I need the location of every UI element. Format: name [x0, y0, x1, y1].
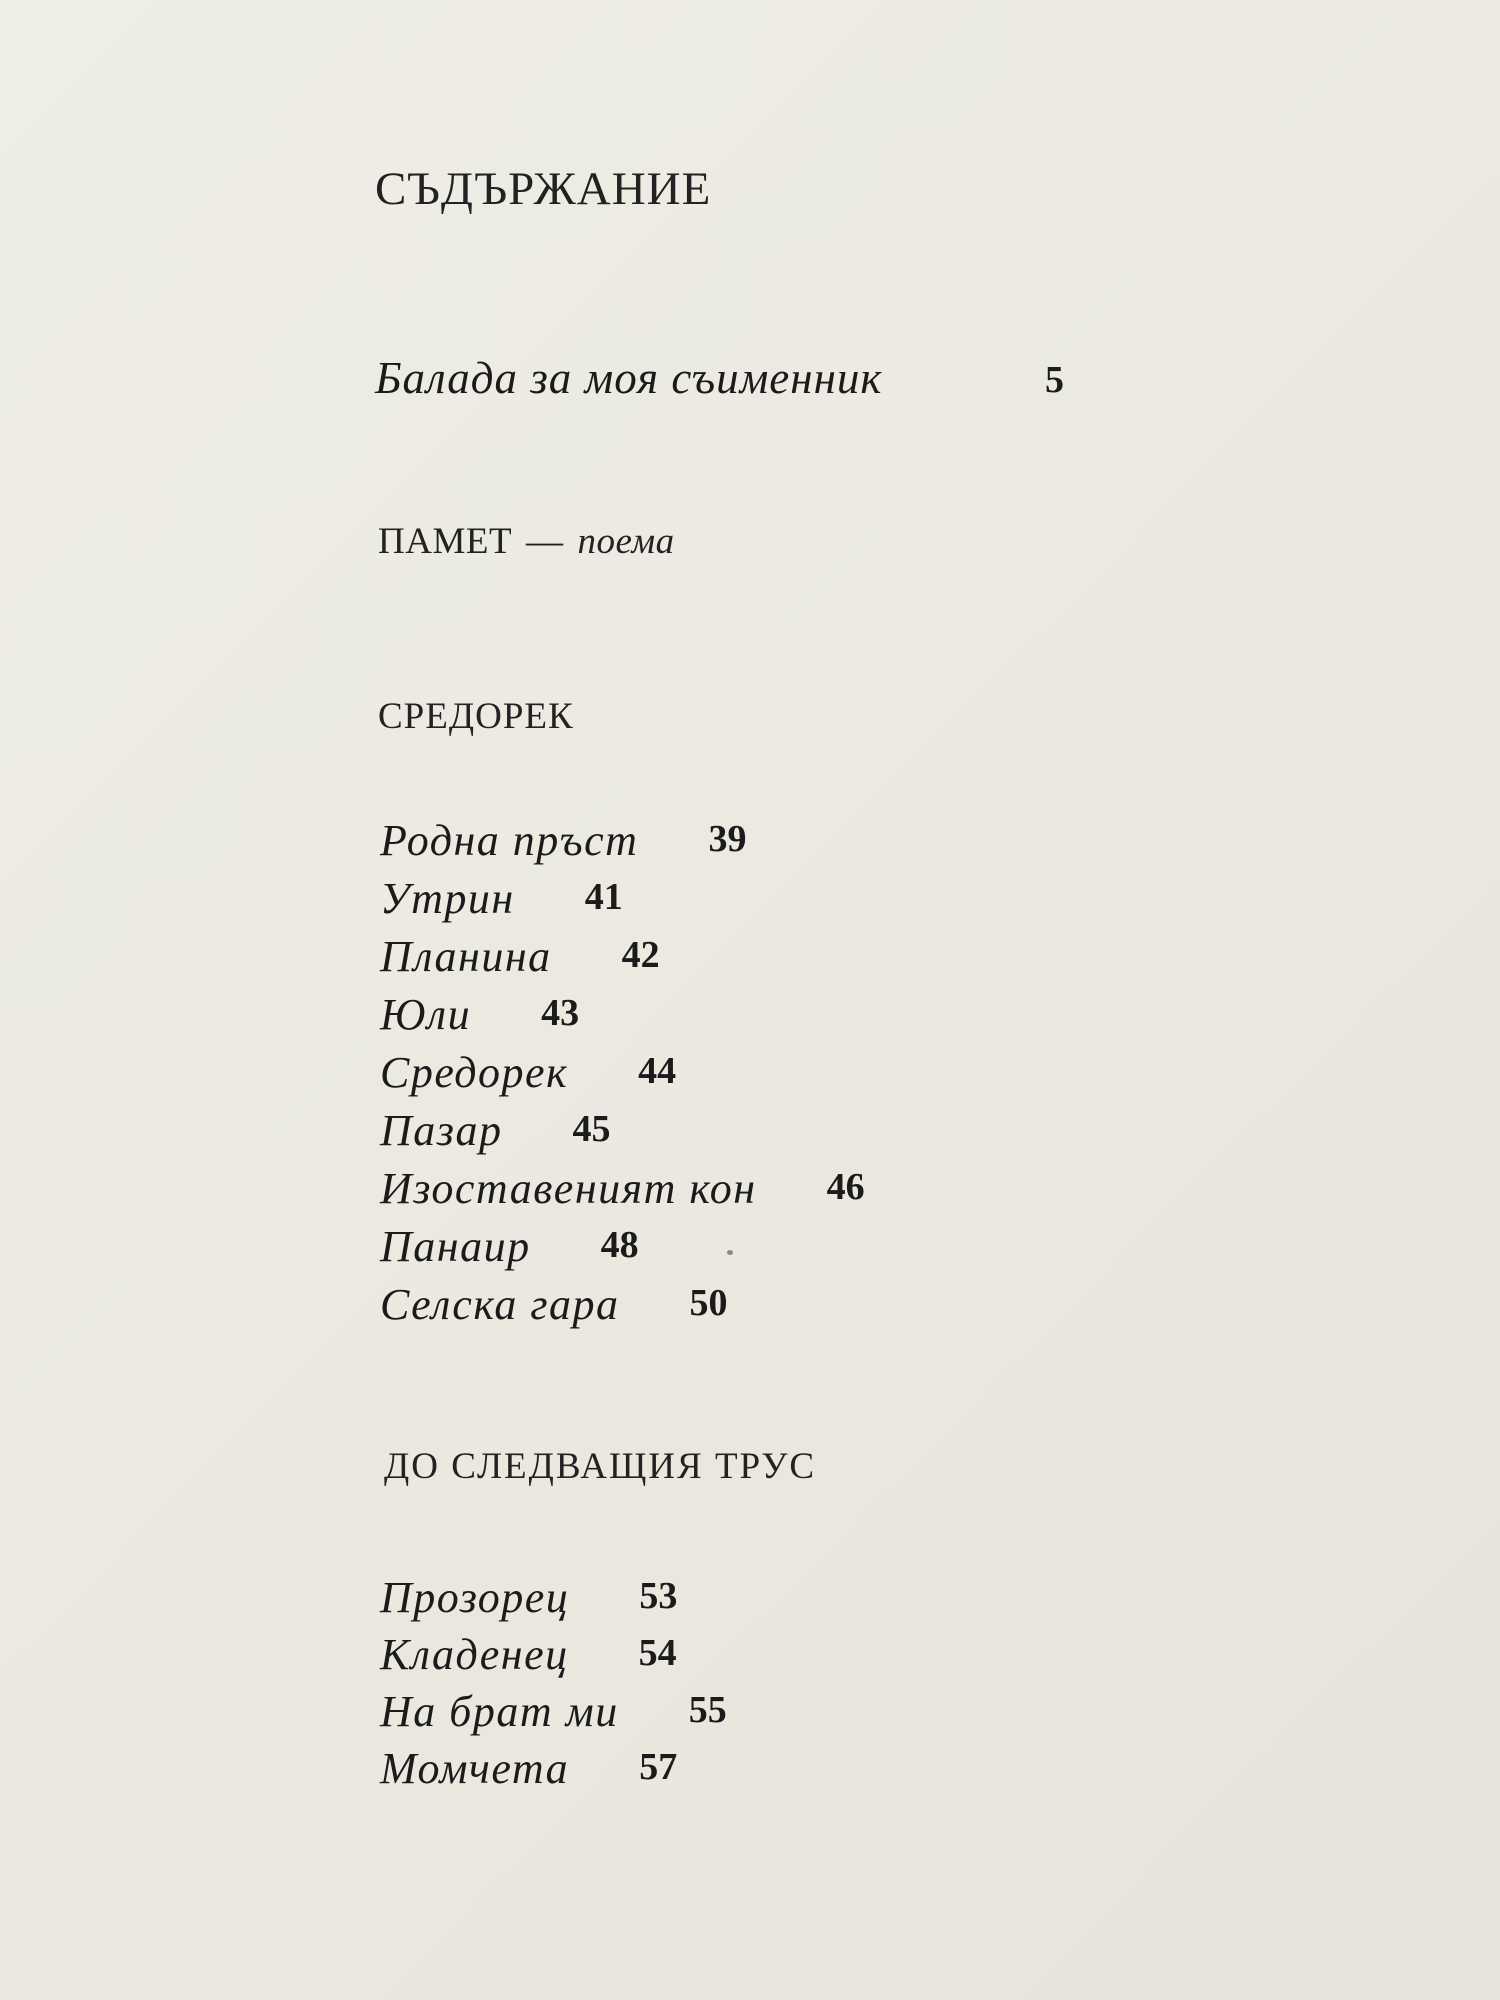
ink-speck — [727, 1250, 733, 1255]
toc-entry — [380, 1105, 865, 1163]
toc-entry — [380, 873, 865, 931]
toc-entry-title: Селска гара — [380, 1280, 620, 1329]
toc-entry — [380, 1629, 727, 1686]
toc-entry-title: Пазар — [380, 1106, 503, 1155]
toc-entry-page: 45 — [572, 1108, 611, 1150]
toc-entry-title: Момчета — [380, 1744, 570, 1793]
toc-entry-title: Панаир — [380, 1222, 531, 1271]
toc-entry-page: 44 — [638, 1050, 677, 1092]
toc-entry-page: 55 — [688, 1689, 727, 1731]
toc-entry — [380, 1743, 727, 1800]
toc-entry-title: На брат ми — [380, 1687, 619, 1736]
toc-entry — [380, 815, 865, 873]
toc-entry — [380, 1221, 865, 1279]
toc-entry-page: 50 — [689, 1282, 728, 1324]
toc-entry-title: Балада за моя съименник — [375, 353, 883, 403]
poem-heading — [378, 520, 675, 563]
toc-entry — [380, 1047, 865, 1105]
poem-title: ПАМЕТ — [378, 521, 513, 562]
toc-entry — [380, 1279, 865, 1337]
toc-entry-page: 5 — [1045, 359, 1064, 401]
toc-entry-title: Кладенец — [380, 1630, 569, 1679]
toc-entry-page: 43 — [541, 992, 580, 1034]
toc-entry — [380, 989, 865, 1047]
toc-entry-intro — [375, 352, 1064, 404]
toc-entry-page: 42 — [621, 934, 660, 976]
toc-entry-title: Юли — [380, 990, 472, 1039]
toc-entry-title: Родна пръст — [380, 816, 639, 865]
toc-entry-title: Изоставеният кон — [380, 1164, 757, 1213]
toc-entry-title: Планина — [380, 932, 552, 981]
toc-entry-page: 54 — [638, 1632, 677, 1674]
toc-entry-title: Средорек — [380, 1048, 569, 1097]
section-heading: ДО СЛЕДВАЩИЯ ТРУС — [384, 1446, 817, 1487]
toc-entry — [380, 1572, 727, 1629]
toc-entry-title: Прозорец — [380, 1573, 570, 1622]
toc-entry-page: 41 — [584, 876, 623, 918]
toc-entry-page: 57 — [639, 1746, 678, 1788]
section-heading: СРЕДОРЕК — [378, 696, 574, 737]
toc-entry — [380, 1163, 865, 1221]
page-title: СЪДЪРЖАНИЕ — [375, 163, 712, 215]
section-entries — [380, 815, 865, 1337]
toc-entry-page: 39 — [708, 818, 747, 860]
toc-entry — [380, 931, 865, 989]
poem-note: поема — [577, 521, 675, 562]
toc-entry-title: Утрин — [380, 874, 515, 923]
poem-dash: — — [526, 521, 564, 562]
toc-entry — [380, 1686, 727, 1743]
section-entries — [380, 1572, 727, 1800]
toc-entry-page: 53 — [639, 1575, 678, 1617]
toc-entry-page: 48 — [600, 1224, 639, 1266]
toc-entry-page: 46 — [826, 1166, 865, 1208]
